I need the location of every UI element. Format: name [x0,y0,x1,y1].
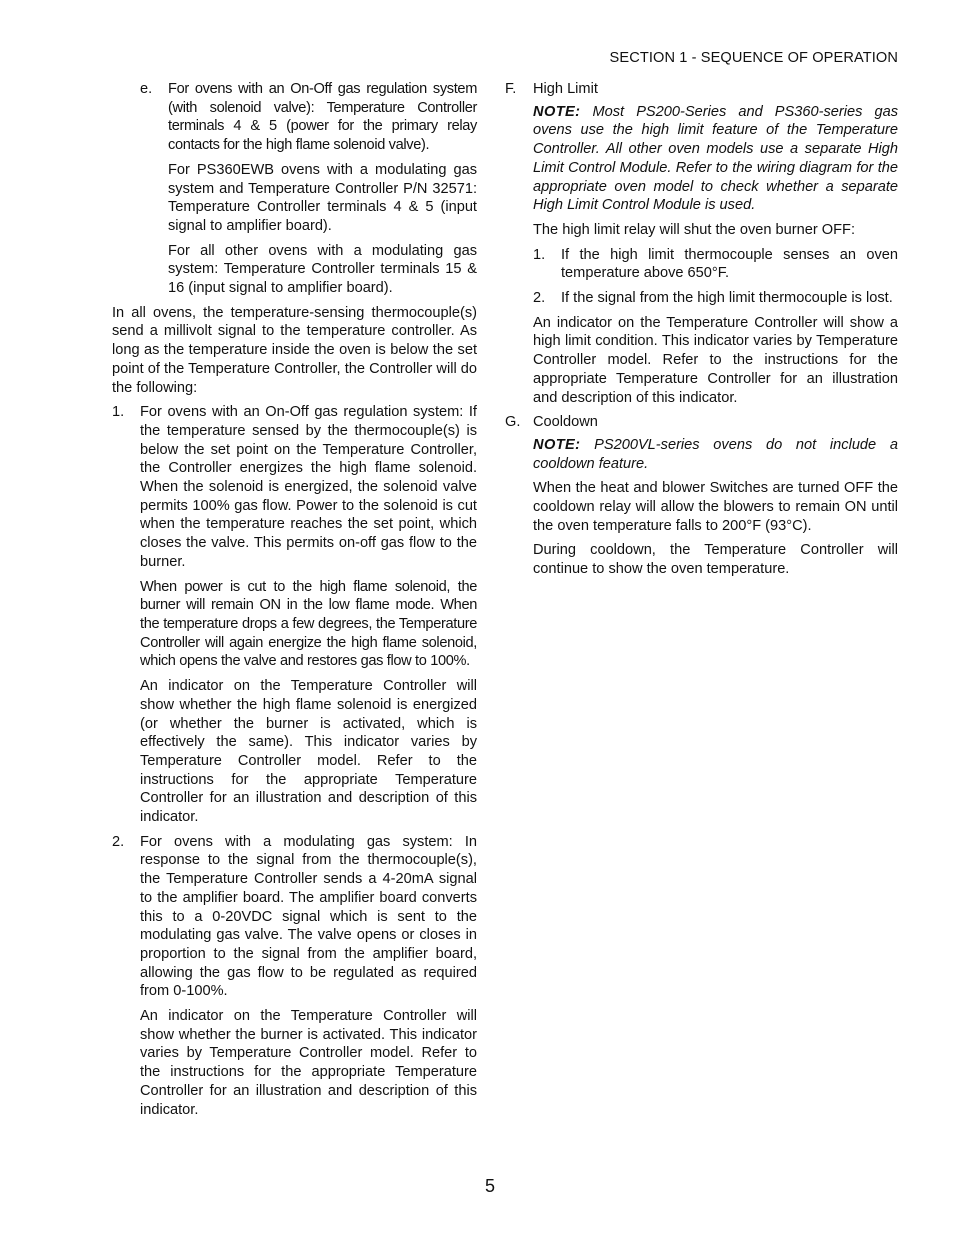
list-item-f-2 [533,289,898,308]
paragraph-e-3: For all other ovens with a modulating gas system: Temperature Controller terminals 15 & 16 (input signal to amplifier board). [168,242,477,297]
list-label-f-2: 2. [533,290,546,307]
note-text: PS200VL-series ovens do not include a cooldown feature. [533,436,898,472]
paragraph-1-2: When power is cut to the high flame solenoid, the burner will remain ON in the low flame mode. When the temperature drops a few degrees, the Temperature Controller will again energize the high flame solenoid, which opens the valve and restores gas flow to 100%. [140,578,477,670]
note-lead: NOTE: [533,436,581,453]
list-label-2: 2. [112,833,125,850]
section-g [505,413,898,579]
section-f-intro: The high limit relay will shut the oven burner OFF: [533,221,856,238]
paragraph-e-1: For ovens with an On-Off gas regulation system (with solenoid valve): Temperature Controller terminals 4 & 5 (power for the primary relay contacts for the high flame solenoid valve). [168,81,477,154]
intro-paragraph: In all ovens, the temperature-sensing thermocouple(s) send a millivolt signal to the temperature controller. As long as the temperature inside the oven is below the set point of the Temperature Controller, the Controller will do the following: [112,304,477,396]
list-item-2 [112,833,477,1120]
list-text-f-1: If the high limit thermocouple senses an oven temperature above 650°F. [561,246,898,282]
list-item-1 [112,403,477,826]
paragraph-e-2: For PS360EWB ovens with a modulating gas system and Temperature Controller P/N 32571: Temperature Controller terminals 4 & 5 (input signal to amplifier board). [168,161,477,234]
section-f-title: High Limit [533,81,598,97]
list-label-1: 1. [112,404,125,421]
list-item-f-1 [533,246,898,283]
section-g-title: Cooldown [533,414,598,431]
note-lead: NOTE: [533,103,581,120]
list-item-e [140,80,477,298]
paragraph-2-1: For ovens with a modulating gas system: In response to the signal from the thermocouple(s), the Temperature Controller sends a 4-20mA signal to the amplifier board. The amplifier board converts this to a 0-20VDC signal which is sent to the modulating gas valve. The valve opens or closes in proportion to the signal from the amplifier board, allowing the gas flow to be regulated as required from 0-100%. [140,833,477,1000]
paragraph-1-3: An indicator on the Temperature Controller will show whether the high flame solenoid is energized (or whether the burner is activated, which is effectively the same). This indicator varies by Temperature Controller model. Refer to the instructions for the appropriate Temperature Controller for an illustration and description of this indicator. [140,678,477,826]
paragraph-2-2: An indicator on the Temperature Controller will show whether the burner is activated. This indicator varies by Temperature Controller model. Refer to the instructions for the appropriate Temperature Controller for an illustration and description of this indicator. [140,1008,477,1118]
section-f [505,80,898,407]
list-text-f-2: If the signal from the high limit thermocouple is lost. [561,290,893,307]
section-g-label: G. [505,414,521,431]
section-header: SECTION 1 - SEQUENCE OF OPERATION [609,50,898,66]
section-g-paragraph-1: When the heat and blower Switches are turned OFF the cooldown relay will allow the blowers to remain ON until the oven temperature falls to 200°F (93°C). [533,480,898,534]
page-number: 5 [484,1176,495,1196]
section-f-note [533,103,898,215]
section-g-note [533,436,898,473]
left-column [112,80,477,1125]
section-f-label: F. [505,81,517,97]
section-g-paragraph-2: During cooldown, the Temperature Controller will continue to show the oven temperature. [533,542,898,578]
section-f-outro: An indicator on the Temperature Controller will show a high limit condition. This indicator varies by Temperature Controller model. Refer to the instructions for the appropriate Temperature Controller for an illustration and description of this indicator. [533,314,898,406]
list-label-e: e. [140,81,153,97]
right-column [505,80,898,585]
paragraph-1-1: For ovens with an On-Off gas regulation system: If the temperature sensed by the thermocouple(s) is below the set point on the Temperature Controller, the Controller energizes the high flame solenoid. When the solenoid is energized, the solenoid valve permits 100% gas flow. Power to the solenoid is cut when the temperature reaches the set point, which closes the valve. This permits on-off gas flow to the burner. [140,404,477,570]
note-text: Most PS200-Series and PS360-series gas ovens use the high limit feature of the Temperature Controller. All other oven models use a separate High Limit Control Module. Refer to the wiring diagram for the appropriate oven model to check whether a separate High Limit Control Module is used. [533,103,898,214]
list-label-f-1: 1. [533,246,546,263]
